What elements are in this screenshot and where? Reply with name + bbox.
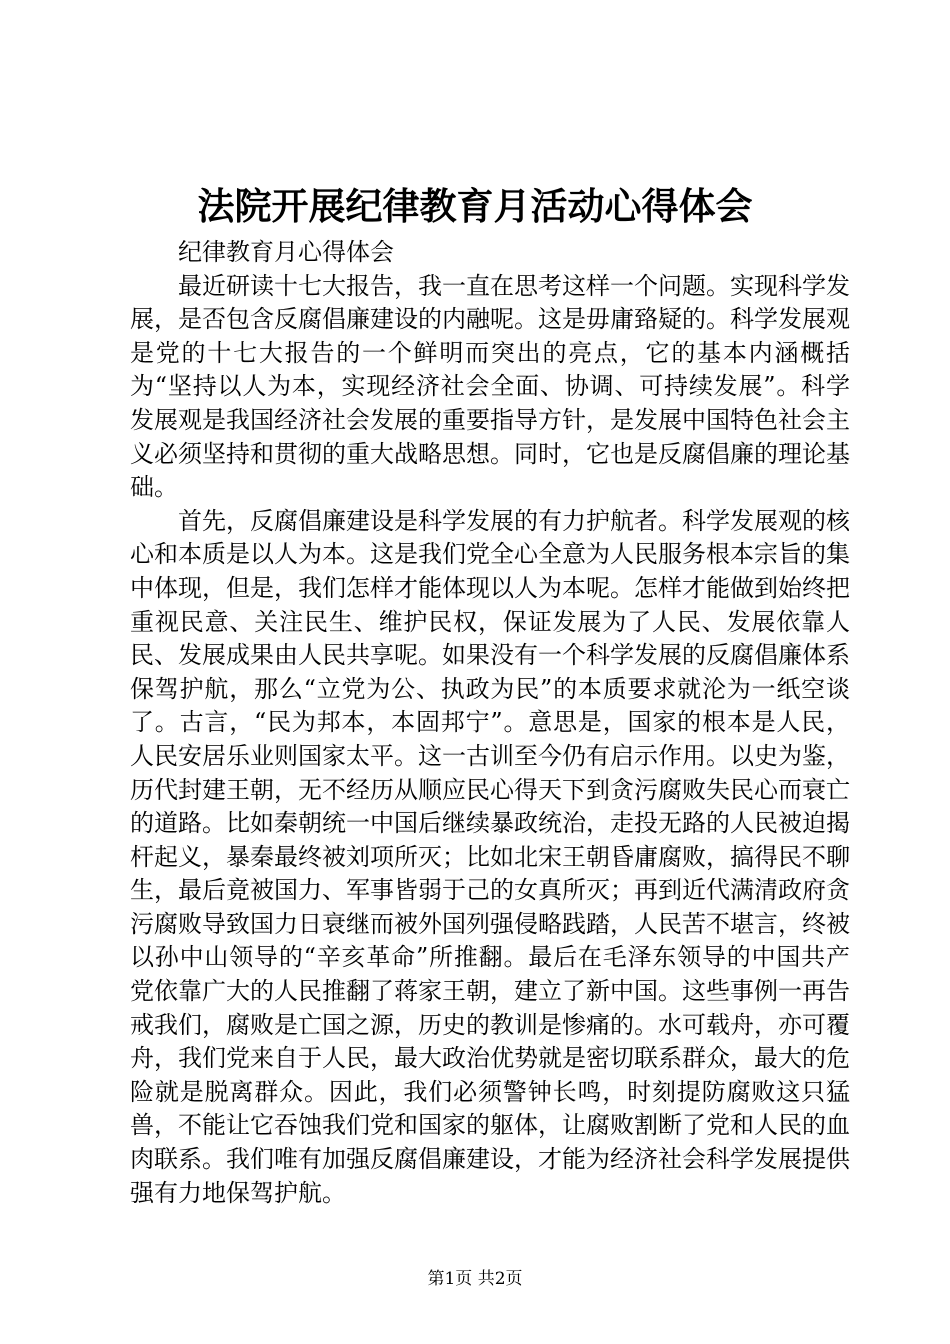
paragraph-1: 最近研读十七大报告，我一直在思考这样一个问题。实现科学发展，是否包含反腐倡廉建设的内融呢。这是毋庸臵疑的。科学发展观是党的十七大报告的一个鲜明而突出的亮点，它的基本内涵概括为“坚持以人为本，实现经济社会全面、协调、可持续发展”。科学发展观是我国经济社会发展的重要指导方针，是发展中国特色社会主义必须坚持和贯彻的重大战略思想。同时，它也是反腐倡廉的理论基础。: [130, 271, 850, 502]
document-title: 法院开展纪律教育月活动心得体会: [197, 184, 753, 228]
document-body: [130, 236, 850, 1210]
paragraph-2: 首先，反腐倡廉建设是科学发展的有力护航者。科学发展观的核心和本质是以人为本。这是我们党全心全意为人民服务根本宗旨的集中体现，但是，我们怎样才能体现以人为本呢。怎样才能做到始终把重视民意、关注民生、维护民权，保证发展为了人民、发展依靠人民、发展成果由人民共享呢。如果没有一个科学发展的反腐倡廉体系保驾护航，那么“立党为公、执政为民”的本质要求就沦为一纸空谈了。古言，“民为邦本，本固邦宁”。意思是，国家的根本是人民，人民安居乐业则国家太平。这一古训至今仍有启示作用。以史为鉴，历代封建王朝，无不经历从顺应民心得天下到贪污腐败失民心而衰亡的道路。比如秦朝统一中国后继续暴政统治，走投无路的人民被迫揭杆起义，暴秦最终被刘项所灭；比如北宋王朝昏庸腐败，搞得民不聊生，最后竟被国力、军事皆弱于己的女真所灭；再到近代满清政府贪污腐败导致国力日衰继而被外国列强侵略践踏，人民苦不堪言，终被以孙中山领导的“辛亥革命”所推翻。最后在毛泽东领导的中国共产党依靠广大的人民推翻了蒋家王朝，建立了新中国。这些事例一再告戒我们，腐败是亡国之源，历史的教训是惨痛的。水可载舟，亦可覆舟，我们党来自于人民，最大政治优势就是密切联系群众，最大的危险就是脱离群众。因此，我们必须警钟长鸣，时刻提防腐败这只猛兽，不能让它吞蚀我们党和国家的躯体，让腐败割断了党和人民的血肉联系。我们唯有加强反腐倡廉建设，才能为经济社会科学发展提供强有力地保驾护航。: [130, 506, 850, 1207]
page-footer: [0, 1268, 950, 1290]
page-number: 第1页: [427, 1269, 473, 1289]
page-total: 共2页: [477, 1269, 523, 1289]
document-subtitle: 纪律教育月心得体会: [178, 238, 394, 266]
